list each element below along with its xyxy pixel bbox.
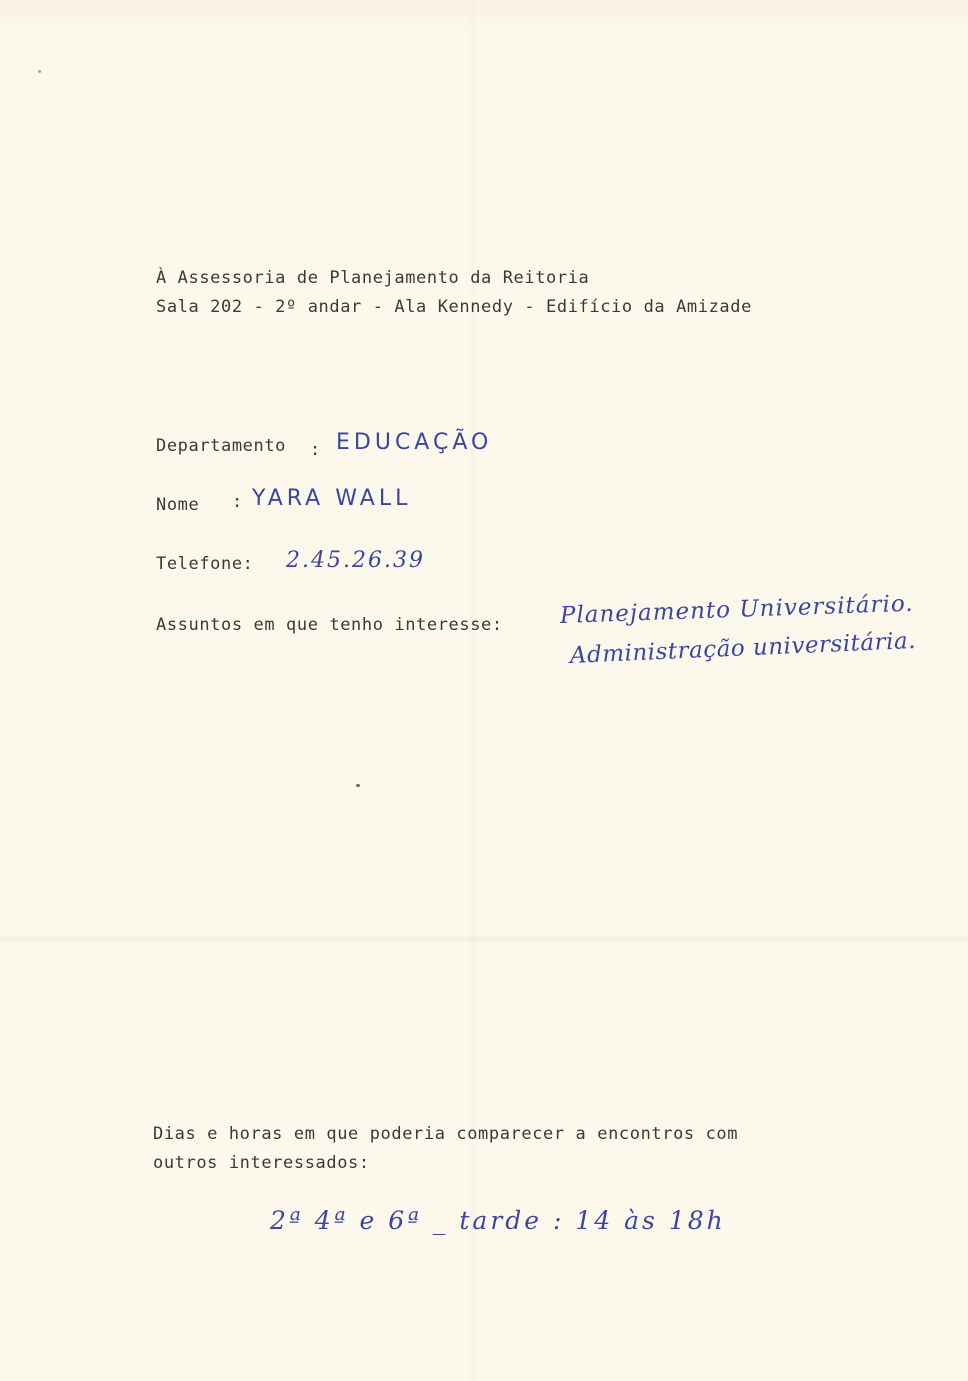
interests-label: Assuntos em que tenho interesse: (156, 615, 503, 635)
name-colon: : (232, 492, 243, 512)
schedule-answer: 2ª 4ª e 6ª _ tarde : 14 às 18h (270, 1206, 726, 1235)
interests-value-line2: Administração universitária. (569, 627, 917, 669)
interests-value-line1: Planejamento Universitário. (559, 590, 915, 629)
department-value: EDUCAÇÃO (336, 430, 493, 455)
department-label: Departamento (156, 436, 287, 456)
phone-label: Telefone: (156, 554, 254, 574)
ink-speck (356, 784, 360, 787)
schedule-question-line1: Dias e horas em que poderia comparecer a encontros com (153, 1124, 739, 1144)
department-colon: : (310, 440, 321, 460)
paper-mark (38, 70, 41, 73)
schedule-question-line2: outros interessados: (153, 1153, 370, 1173)
name-label: Nome (156, 495, 200, 515)
recipient-line: À Assessoria de Planejamento da Reitoria (156, 268, 590, 288)
name-value: YARA WALL (252, 486, 412, 511)
phone-value: 2.45.26.39 (286, 548, 425, 573)
address-line: Sala 202 - 2º andar - Ala Kennedy - Edifício da Amizade (156, 297, 752, 317)
